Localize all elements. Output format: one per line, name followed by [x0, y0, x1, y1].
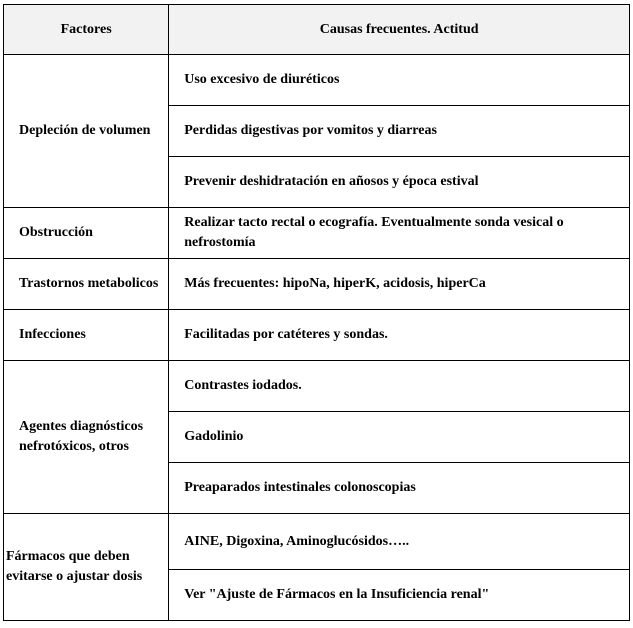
table-row: [4, 55, 630, 106]
cause-cell: Contrastes iodados.: [169, 361, 630, 412]
factor-cell: Fármacos que deben evitarse o ajustar dosis: [4, 514, 169, 621]
cause-cell: Más frecuentes: hipoNa, hiperK, acidosis, hiperCa: [169, 259, 630, 310]
factors-table: [3, 4, 630, 621]
factor-cell: Depleción de volumen: [4, 55, 169, 208]
table-row: [4, 361, 630, 412]
cause-cell: Realizar tacto rectal o ecografía. Eventualmente sonda vesical o nefrostomía: [169, 208, 630, 259]
header-causes: Causas frecuentes. Actitud: [169, 5, 630, 55]
cause-cell: Facilitadas por catéteres y sondas.: [169, 310, 630, 361]
header-factors: Factores: [4, 5, 169, 55]
factor-cell: Obstrucción: [4, 208, 169, 259]
header-row: [4, 5, 630, 55]
cause-cell: Uso excesivo de diuréticos: [169, 55, 630, 106]
table-row: [4, 310, 630, 361]
factor-cell: Agentes diagnósticos nefrotóxicos, otros: [4, 361, 169, 514]
cause-cell: Preaparados intestinales colonoscopias: [169, 463, 630, 514]
cause-cell: Gadolinio: [169, 412, 630, 463]
factor-cell: Infecciones: [4, 310, 169, 361]
table-row: [4, 514, 630, 570]
cause-cell: Prevenir deshidratación en añosos y época estival: [169, 157, 630, 208]
table-row: [4, 259, 630, 310]
factor-cell: Trastornos metabolicos: [4, 259, 169, 310]
cause-cell: Ver "Ajuste de Fármacos en la Insuficiencia renal": [169, 570, 630, 621]
cause-cell: AINE, Digoxina, Aminoglucósidos…..: [169, 514, 630, 570]
table-row: [4, 208, 630, 259]
cause-cell: Perdidas digestivas por vomitos y diarreas: [169, 106, 630, 157]
